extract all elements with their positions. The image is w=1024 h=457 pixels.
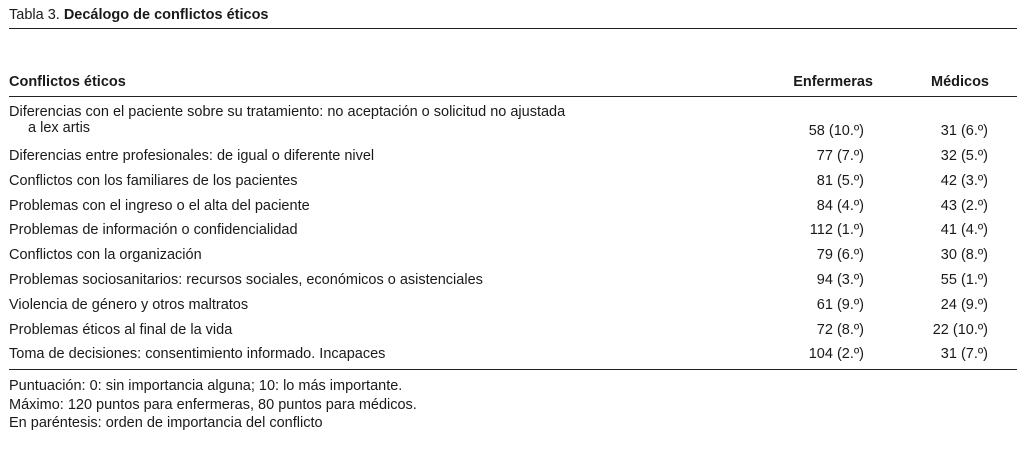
- bottom-rule: [9, 369, 1017, 370]
- header-doctors: Médicos: [930, 74, 989, 90]
- cell-doctors: 30 (8.º): [940, 247, 988, 263]
- cell-nurses: 72 (8.º): [816, 322, 864, 338]
- cell-doctors: 24 (9.º): [940, 297, 988, 313]
- footnote-maximum: Máximo: 120 puntos para enfermeras, 80 puntos para médicos.: [9, 396, 417, 413]
- table-row-label: Problemas sociosanitarios: recursos sociales, económicos o asistenciales: [9, 272, 483, 288]
- table-row-label: Problemas con el ingreso o el alta del paciente: [9, 198, 310, 214]
- table-row-label: Problemas éticos al final de la vida: [9, 322, 233, 338]
- table-row-label: [9, 104, 565, 136]
- table-row-label: Toma de decisiones: consentimiento informado. Incapaces: [9, 346, 386, 362]
- top-rule: [9, 28, 1017, 29]
- cell-nurses: 81 (5.º): [816, 173, 864, 189]
- cell-nurses: 94 (3.º): [816, 272, 864, 288]
- table-row-label: Conflictos con los familiares de los pacientes: [9, 173, 298, 189]
- table-footnotes: [9, 377, 417, 433]
- table-number-label: Tabla 3.: [9, 7, 64, 23]
- footnote-parentheses: En paréntesis: orden de importancia del conflicto: [9, 415, 323, 431]
- cell-doctors: 31 (7.º): [940, 346, 988, 362]
- cell-nurses: 61 (9.º): [816, 297, 864, 313]
- table-row-label: Conflictos con la organización: [9, 247, 202, 263]
- cell-nurses: 58 (10.º): [808, 123, 864, 139]
- table-row-label: Problemas de información o confidencialidad: [9, 222, 298, 238]
- cell-doctors: 32 (5.º): [940, 148, 988, 164]
- header-conflicts: Conflictos éticos: [9, 74, 126, 90]
- row-label-continuation: a lex artis: [28, 120, 91, 136]
- footnote-scoring: Puntuación: 0: sin importancia alguna; 10: lo más importante.: [9, 378, 403, 394]
- cell-doctors: 55 (1.º): [940, 272, 988, 288]
- table-title: Decálogo de conflictos éticos: [63, 7, 269, 23]
- cell-nurses: 112 (1.º): [809, 222, 864, 238]
- table-caption: [9, 7, 269, 23]
- header-rule: [9, 96, 1017, 97]
- cell-doctors: 22 (10.º): [932, 322, 988, 338]
- cell-nurses: 77 (7.º): [816, 148, 864, 164]
- cell-nurses: 84 (4.º): [816, 198, 864, 214]
- cell-nurses: 104 (2.º): [808, 346, 864, 362]
- row-label-line: Diferencias con el paciente sobre su tratamiento: no aceptación o solicitud no ajustada: [9, 104, 566, 120]
- table-row-label: Violencia de género y otros maltratos: [9, 297, 249, 313]
- cell-doctors: 43 (2.º): [940, 198, 988, 214]
- cell-doctors: 41 (4.º): [940, 222, 988, 238]
- cell-nurses: 79 (6.º): [816, 247, 864, 263]
- cell-doctors: 31 (6.º): [940, 123, 988, 139]
- table-row-label: Diferencias entre profesionales: de igual o diferente nivel: [9, 148, 375, 164]
- cell-doctors: 42 (3.º): [940, 173, 988, 189]
- header-nurses: Enfermeras: [793, 74, 873, 90]
